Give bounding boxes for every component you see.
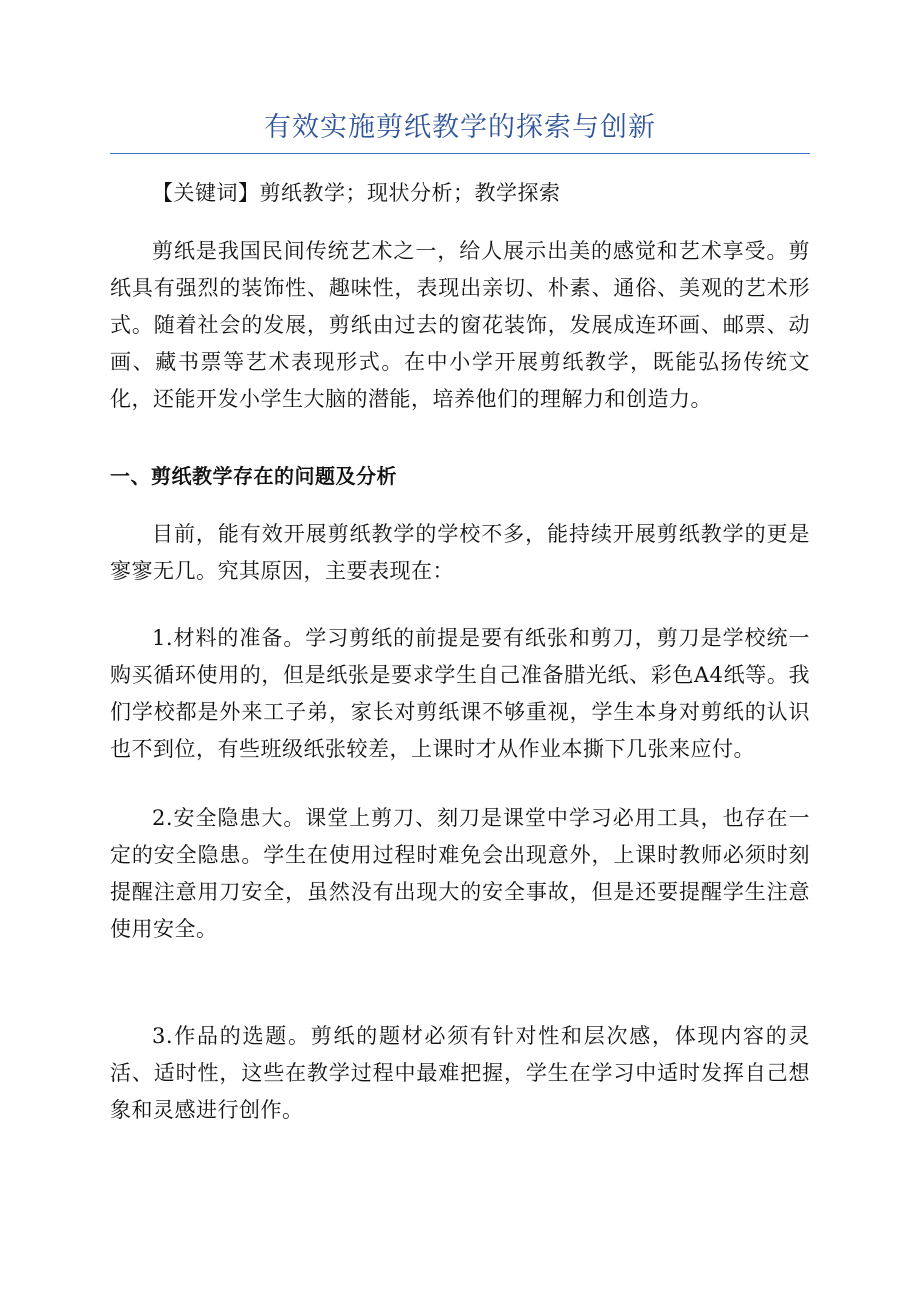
paragraph-item-2: 2.安全隐患大。课堂上剪刀、刻刀是课堂中学习必用工具，也存在一定的安全隐患。学生在使用过程时难免会出现意外，上课时教师必须时刻提醒注意用刀安全，虽然没有出现大的安全事故，但是还要提醒学生注意使用安全。 <box>110 806 810 941</box>
paragraph-intro: 剪纸是我国民间传统艺术之一，给人展示出美的感觉和艺术享受。剪纸具有强烈的装饰性、趣味性，表现出亲切、朴素、通俗、美观的艺术形式。随着社会的发展，剪纸由过去的窗花装饰，发展成连环画、邮票、动画、藏书票等艺术表现形式。在中小学开展剪纸教学，既能弘扬传统文化，还能开发小学生大脑的潜能，培养他们的理解力和创造力。 <box>110 239 810 411</box>
keywords-line: 【关键词】剪纸教学；现状分析；教学探索 <box>152 181 561 205</box>
document-title: 有效实施剪纸教学的探索与创新 <box>264 112 656 143</box>
title-underline <box>110 153 810 154</box>
section-heading-1: 一、剪纸教学存在的问题及分析 <box>110 464 397 488</box>
paragraph-item-1: 1.材料的准备。学习剪纸的前提是要有纸张和剪刀，剪刀是学校统一购买循环使用的，但是纸张是要求学生自己准备腊光纸、彩色A4纸等。我们学校都是外来工子弟，家长对剪纸课不够重视，学生本身对剪纸的认识也不到位，有些班级纸张较差，上课时才从作业本撕下几张来应付。 <box>110 626 810 761</box>
paragraph-item-3: 3.作品的选题。剪纸的题材必须有针对性和层次感，体现内容的灵活、适时性，这些在教学过程中最难把握，学生在学习中适时发挥自己想象和灵感进行创作。 <box>110 1024 810 1122</box>
paragraph-section1-intro: 目前，能有效开展剪纸教学的学校不多，能持续开展剪纸教学的更是寥寥无几。究其原因，主要表现在： <box>110 522 810 583</box>
